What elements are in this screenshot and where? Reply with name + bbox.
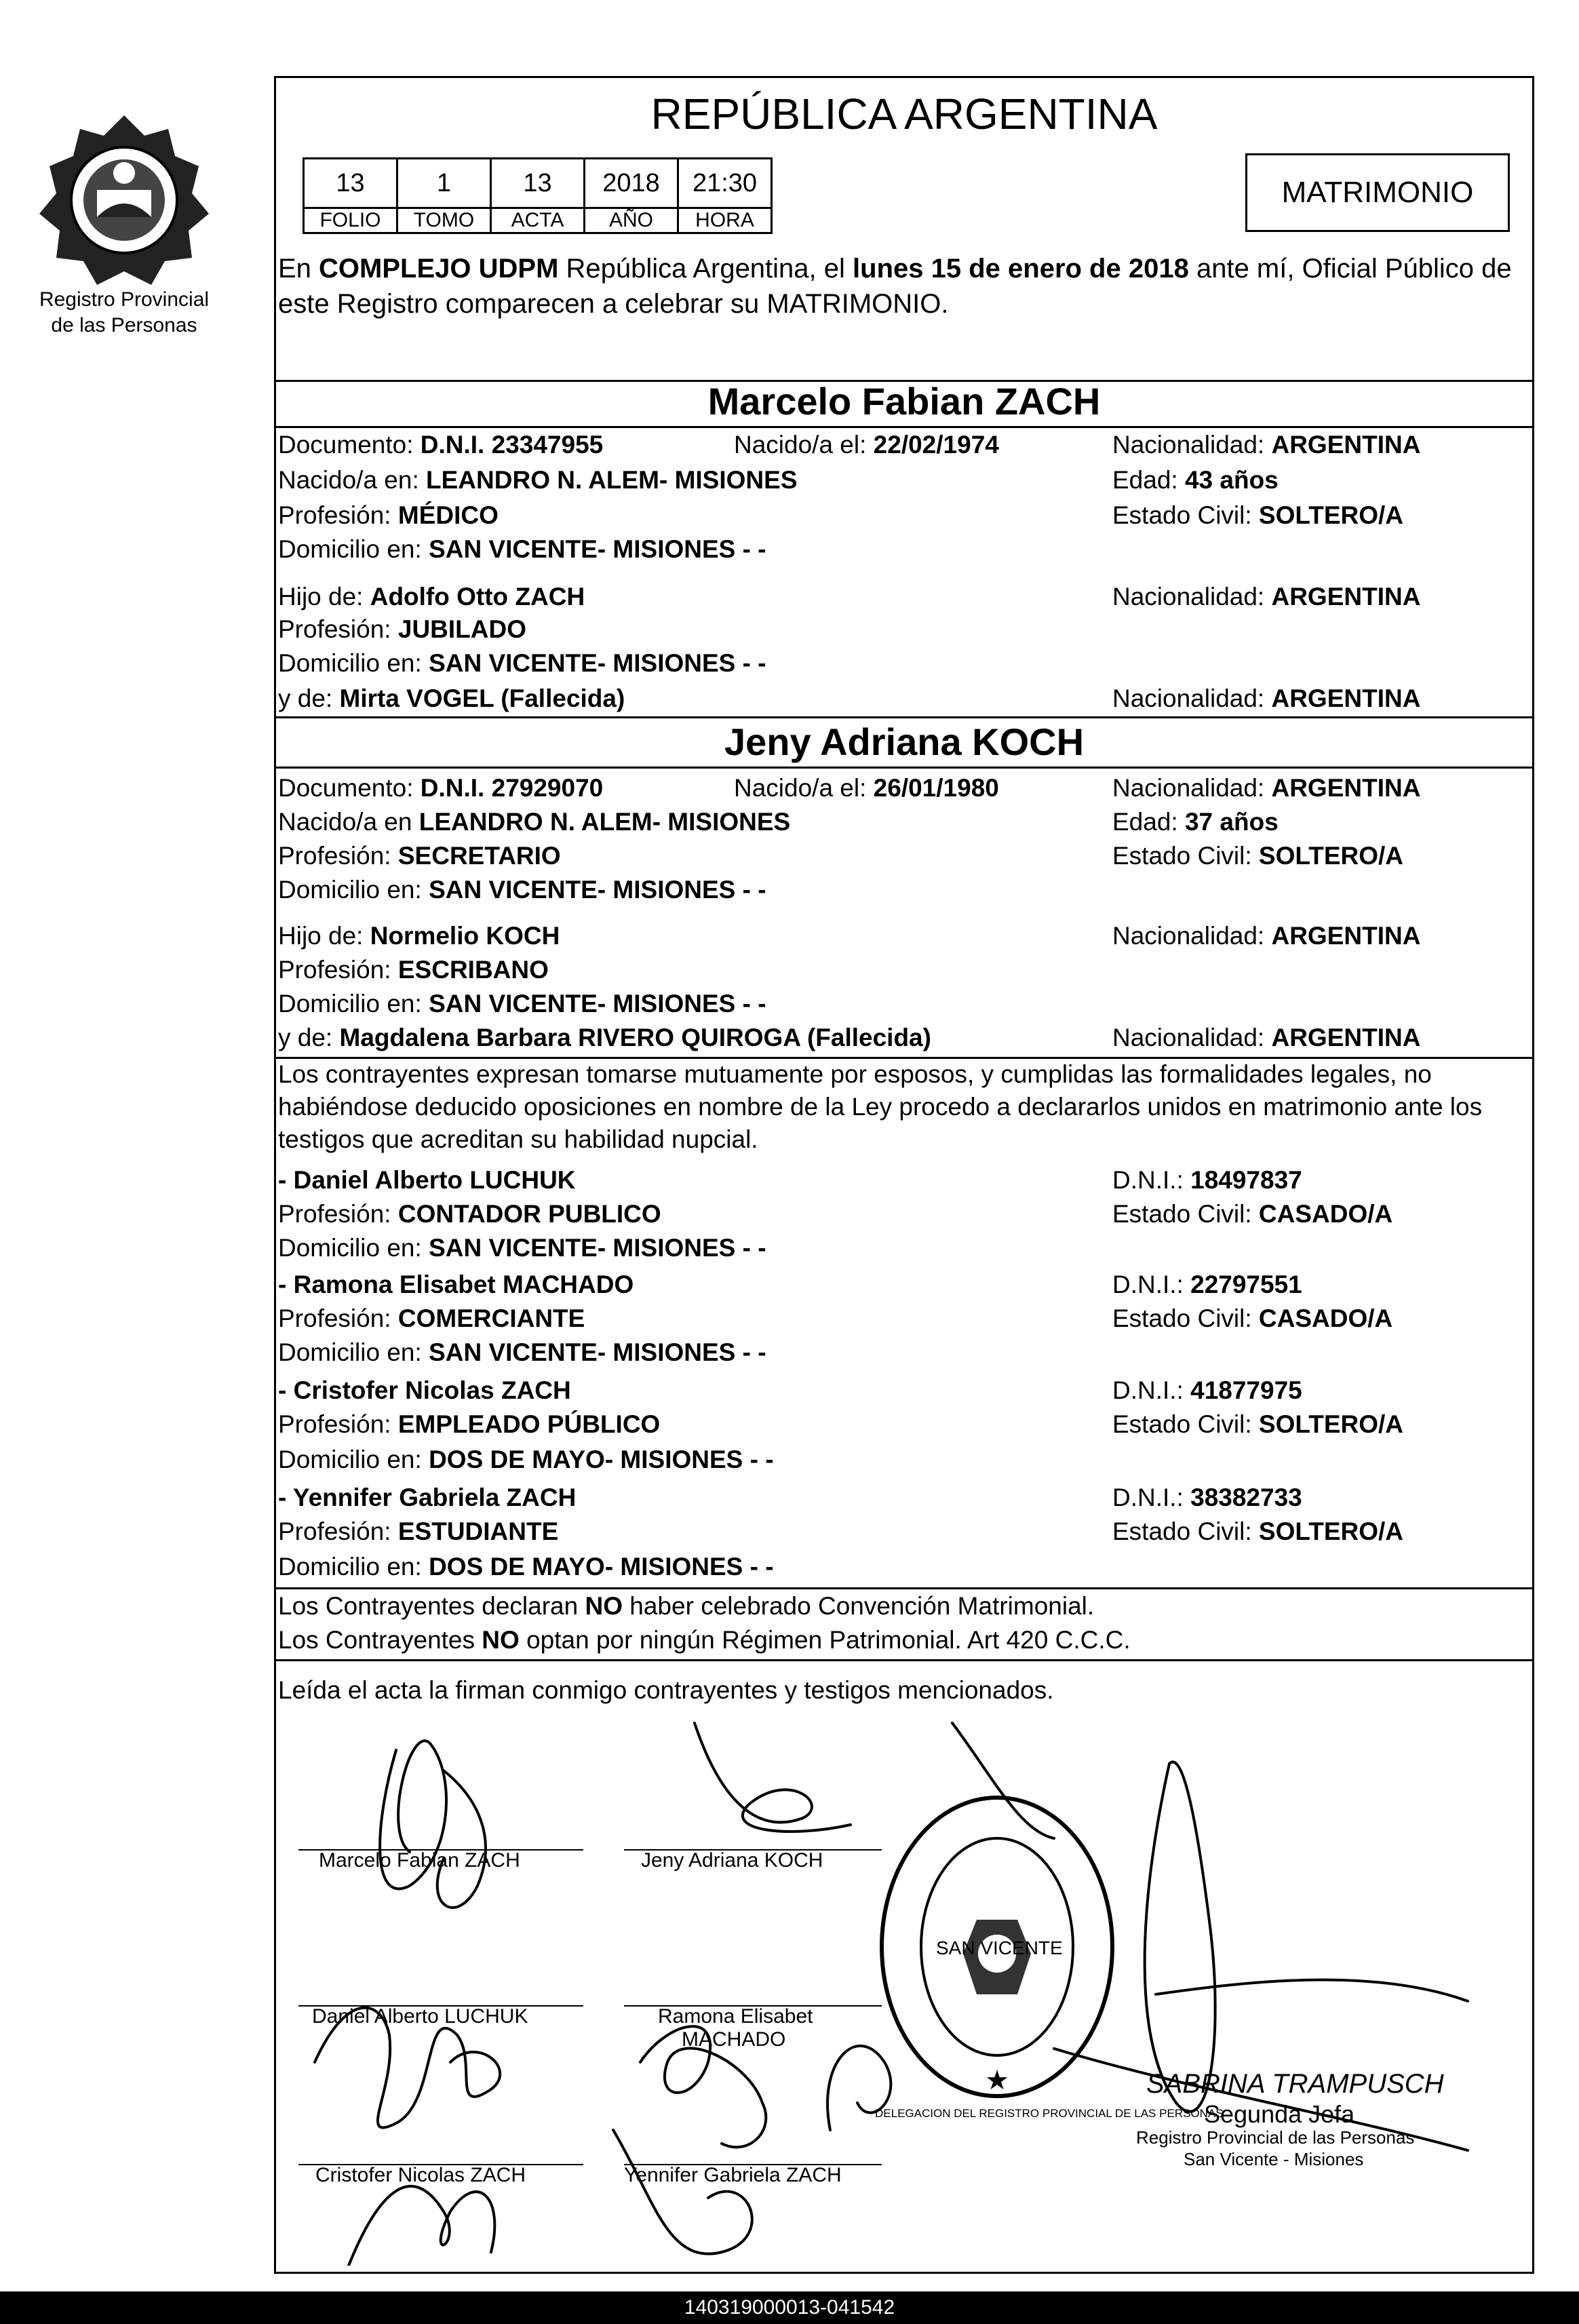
spouse1-father-nationality: Nacionalidad: ARGENTINA <box>1112 583 1421 611</box>
witness-address: Domicilio en: SAN VICENTE- MISIONES - - <box>278 1338 766 1366</box>
witness-address: Domicilio en: DOS DE MAYO- MISIONES - - <box>278 1553 774 1581</box>
declaration-paragraph: Los contrayentes expresan tomarse mutuamente por esposos, y cumplidas las formalidades legales, no habiéndose deducido oposiciones en nombre de la Ley procedo a declararlos unidos en matrimonio ante los testigos que acreditan su habilidad nupcial. <box>278 1060 1483 1153</box>
convention-line-1: Los Contrayentes declaran NO haber celebrado Convención Matrimonial. <box>278 1592 1095 1620</box>
logo-caption-1: Registro Provincial <box>39 288 210 311</box>
spouse1-birthplace: Nacido/a en: LEANDRO N. ALEM- MISIONES <box>278 466 798 494</box>
witness-name: - Yennifer Gabriela ZACH <box>278 1484 577 1511</box>
stamp-inner-text: SAN VICENTE <box>936 1937 1063 1958</box>
spouse1-doc: Documento: D.N.I. 23347955 <box>278 431 604 459</box>
spouse2-mother-nationality: Nacionalidad: ARGENTINA <box>1112 1024 1421 1051</box>
official-place: San Vicente - Misiones <box>1184 2149 1364 2169</box>
spouse1-father-profession: Profesión: JUBILADO <box>278 615 526 643</box>
record-fields-table <box>303 157 773 234</box>
spouse1-age: Edad: 43 años <box>1112 466 1279 494</box>
spouse1-birth: Nacido/a el: 22/02/1974 <box>734 431 999 459</box>
witness-dni: D.N.I.: 22797551 <box>1112 1271 1302 1298</box>
spouse1-mother-nationality: Nacionalidad: ARGENTINA <box>1112 684 1421 712</box>
spouse1-nationality: Nacionalidad: ARGENTINA <box>1112 431 1421 459</box>
divider <box>274 716 1534 718</box>
spouse2-doc: Documento: D.N.I. 27929070 <box>278 774 604 802</box>
witness-profession: Profesión: COMERCIANTE <box>278 1304 585 1332</box>
spouse2-address: Domicilio en: SAN VICENTE- MISIONES - - <box>278 876 766 904</box>
signature-label-witness3: Cristofer Nicolas ZACH <box>315 2164 526 2186</box>
spouse2-father-profession: Profesión: ESCRIBANO <box>278 956 549 984</box>
anio-value: 2018 <box>585 159 678 208</box>
folio-value: 13 <box>304 159 397 208</box>
spouse1-address: Domicilio en: SAN VICENTE- MISIONES - - <box>278 535 766 563</box>
witness-dni: D.N.I.: 41877975 <box>1112 1376 1302 1404</box>
spouse1-father-address: Domicilio en: SAN VICENTE- MISIONES - - <box>278 649 766 677</box>
witness-civil-status: Estado Civil: SOLTERO/A <box>1112 1517 1404 1545</box>
stamp-ring-text: DELEGACION DEL REGISTRO PROVINCIAL DE LAS PERSONAS <box>875 2107 1224 2120</box>
witness-civil-status: Estado Civil: CASADO/A <box>1112 1200 1393 1228</box>
tomo-label: TOMO <box>397 208 491 233</box>
witness-dni: D.N.I.: 38382733 <box>1112 1484 1302 1511</box>
official-organization: Registro Provincial de las Personas <box>1136 2127 1415 2148</box>
official-role: Segunda Jefa <box>1204 2100 1355 2128</box>
spouse2-mother: y de: Magdalena Barbara RIVERO QUIROGA (Fallecida) <box>278 1024 931 1051</box>
acta-label: ACTA <box>491 208 585 233</box>
witness-address: Domicilio en: DOS DE MAYO- MISIONES - - <box>278 1446 774 1473</box>
signature-label-witness4: Yennifer Gabriela ZACH <box>624 2164 842 2186</box>
svg-text:★: ★ <box>985 2065 1009 2096</box>
folio-label: FOLIO <box>304 208 397 233</box>
spouse2-age: Edad: 37 años <box>1112 808 1279 836</box>
witness-address: Domicilio en: SAN VICENTE- MISIONES - - <box>278 1234 766 1262</box>
spouse2-father-nationality: Nacionalidad: ARGENTINA <box>1112 922 1421 950</box>
registry-logo <box>33 109 216 292</box>
document-code-bar: 140319000013-041542 <box>0 2291 1579 2324</box>
signature-label-witness2-line1: Ramona Elisabet <box>658 2005 813 2028</box>
convention-line-2: Los Contrayentes NO optan por ningún Régimen Patrimonial. Art 420 C.C.C. <box>278 1626 1131 1654</box>
spouse1-mother: y de: Mirta VOGEL (Fallecida) <box>278 684 625 712</box>
signature-label-witness1: Daniel Alberto LUCHUK <box>312 2005 528 2028</box>
divider <box>274 426 1534 428</box>
acta-value: 13 <box>491 159 585 208</box>
ceremony-place: COMPLEJO UDPM <box>319 254 559 284</box>
witness-name: - Daniel Alberto LUCHUK <box>278 1166 576 1194</box>
document-type-box: MATRIMONIO <box>1245 153 1510 232</box>
intro-paragraph: En COMPLEJO UDPM República Argentina, el lunes 15 de enero de 2018 ante mí, Oficial Público de este Registro comparecen a celebrar su MATRIMONIO. <box>278 254 1512 319</box>
divider <box>274 767 1534 769</box>
tomo-value: 1 <box>397 159 491 208</box>
spouse2-father-address: Domicilio en: SAN VICENTE- MISIONES - - <box>278 990 766 1018</box>
spouse2-profession: Profesión: SECRETARIO <box>278 842 561 870</box>
spouse1-father: Hijo de: Adolfo Otto ZACH <box>278 583 585 611</box>
ceremony-date: lunes 15 de enero de 2018 <box>853 254 1189 284</box>
spouse2-birthplace: Nacido/a en LEANDRO N. ALEM- MISIONES <box>278 808 791 836</box>
spouse1-name: Marcelo Fabian ZACH <box>707 380 1101 423</box>
signature-label-spouse2: Jeny Adriana KOCH <box>641 1849 823 1872</box>
witness-name: - Cristofer Nicolas ZACH <box>278 1376 571 1404</box>
page-title: REPÚBLICA ARGENTINA <box>650 90 1158 138</box>
spouse1-civil-status: Estado Civil: SOLTERO/A <box>1112 501 1404 529</box>
witness-civil-status: Estado Civil: CASADO/A <box>1112 1304 1393 1332</box>
spouse2-name: Jeny Adriana KOCH <box>724 720 1085 763</box>
logo-caption-2: de las Personas <box>51 314 197 336</box>
spouse2-civil-status: Estado Civil: SOLTERO/A <box>1112 842 1404 870</box>
witness-civil-status: Estado Civil: SOLTERO/A <box>1112 1410 1404 1438</box>
witness-profession: Profesión: ESTUDIANTE <box>278 1517 559 1545</box>
witness-dni: D.N.I.: 18497837 <box>1112 1166 1302 1194</box>
hora-label: HORA <box>678 208 772 233</box>
divider <box>274 1587 1534 1589</box>
hora-value: 21:30 <box>678 159 772 208</box>
signature-label-witness2-line2: MACHADO <box>682 2028 786 2051</box>
spouse2-birth: Nacido/a el: 26/01/1980 <box>734 774 999 802</box>
signature-label-spouse1: Marcelo Fabian ZACH <box>319 1849 520 1872</box>
witness-profession: Profesión: CONTADOR PUBLICO <box>278 1200 661 1228</box>
spouse2-father: Hijo de: Normelio KOCH <box>278 922 560 950</box>
signing-statement: Leída el acta la firman conmigo contrayentes y testigos mencionados. <box>278 1676 1054 1704</box>
official-name: SABRINA TRAMPUSCH <box>1146 2069 1444 2099</box>
divider <box>274 1659 1534 1661</box>
spouse2-nationality: Nacionalidad: ARGENTINA <box>1112 774 1421 802</box>
witness-name: - Ramona Elisabet MACHADO <box>278 1271 634 1298</box>
witness-profession: Profesión: EMPLEADO PÚBLICO <box>278 1410 661 1438</box>
spouse1-profession: Profesión: MÉDICO <box>278 501 499 529</box>
anio-label: AÑO <box>585 208 678 233</box>
